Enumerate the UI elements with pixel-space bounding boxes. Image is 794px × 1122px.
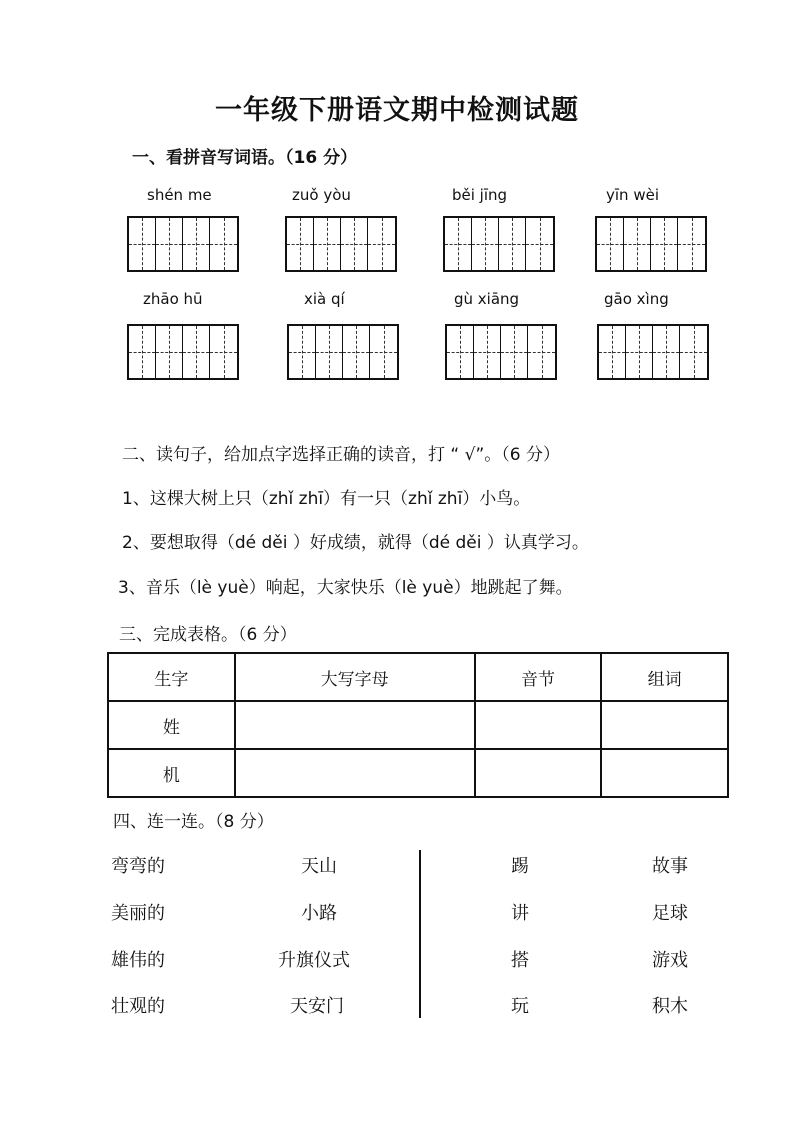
writing-cell[interactable] bbox=[472, 218, 499, 270]
table-row bbox=[108, 701, 728, 749]
table-cell: 姓 bbox=[108, 701, 235, 749]
match-word[interactable]: 天山 bbox=[301, 856, 337, 877]
writing-cell[interactable] bbox=[129, 326, 156, 378]
answer-cell[interactable] bbox=[475, 701, 602, 749]
writing-cell[interactable] bbox=[156, 326, 183, 378]
writing-cell[interactable] bbox=[624, 218, 651, 270]
match-word[interactable]: 雄伟的 bbox=[111, 950, 165, 971]
match-word[interactable]: 升旗仪式 bbox=[278, 950, 350, 971]
answer-cell[interactable] bbox=[601, 701, 728, 749]
writing-grid[interactable] bbox=[597, 324, 709, 380]
answer-cell[interactable] bbox=[475, 749, 602, 797]
writing-cell[interactable] bbox=[474, 326, 501, 378]
table-cell: 机 bbox=[108, 749, 235, 797]
pinyin-label: shén me bbox=[147, 186, 212, 204]
writing-cell[interactable] bbox=[447, 326, 474, 378]
writing-grid[interactable] bbox=[445, 324, 557, 380]
writing-cell[interactable] bbox=[289, 326, 316, 378]
writing-cell[interactable] bbox=[287, 218, 314, 270]
section-3-heading: 三、完成表格。（6 分） bbox=[119, 625, 297, 645]
writing-grid[interactable] bbox=[127, 324, 239, 380]
pinyin-label: zhāo hū bbox=[143, 290, 203, 308]
writing-cell[interactable] bbox=[528, 326, 555, 378]
writing-cell[interactable] bbox=[597, 218, 624, 270]
match-word[interactable]: 足球 bbox=[652, 903, 688, 924]
sentence-line: 3、音乐（lè yuè）响起，大家快乐（lè yuè）地跳起了舞。 bbox=[118, 578, 573, 598]
writing-cell[interactable] bbox=[678, 218, 705, 270]
table-header-cell: 生字 bbox=[108, 653, 235, 701]
column-divider bbox=[419, 850, 421, 1018]
writing-cell[interactable] bbox=[626, 326, 653, 378]
writing-cell[interactable] bbox=[370, 326, 397, 378]
match-word[interactable]: 讲 bbox=[511, 903, 529, 924]
pinyin-label: běi jīng bbox=[452, 186, 508, 204]
pinyin-label: yīn wèi bbox=[606, 186, 659, 204]
answer-cell[interactable] bbox=[601, 749, 728, 797]
match-word[interactable]: 故事 bbox=[652, 856, 688, 877]
sentence-line: 2、要想取得（dé děi ）好成绩，就得（dé děi ）认真学习。 bbox=[122, 533, 589, 553]
writing-cell[interactable] bbox=[651, 218, 678, 270]
match-word[interactable]: 美丽的 bbox=[111, 903, 165, 924]
table-header-cell: 大写字母 bbox=[235, 653, 475, 701]
section-2-heading: 二、读句子，给加点字选择正确的读音，打 “ √”。（6 分） bbox=[122, 445, 560, 465]
writing-cell[interactable] bbox=[129, 218, 156, 270]
writing-cell[interactable] bbox=[599, 326, 626, 378]
match-word[interactable]: 小路 bbox=[301, 903, 337, 924]
writing-grid[interactable] bbox=[595, 216, 707, 272]
writing-grid[interactable] bbox=[285, 216, 397, 272]
pinyin-label: gù xiāng bbox=[454, 290, 520, 308]
writing-cell[interactable] bbox=[368, 218, 395, 270]
section-4-heading: 四、连一连。（8 分） bbox=[113, 812, 274, 832]
answer-cell[interactable] bbox=[235, 701, 475, 749]
writing-cell[interactable] bbox=[526, 218, 553, 270]
writing-cell[interactable] bbox=[316, 326, 343, 378]
match-word[interactable]: 搭 bbox=[511, 950, 529, 971]
writing-cell[interactable] bbox=[445, 218, 472, 270]
page-title: 一年级下册语文期中检测试题 bbox=[215, 95, 579, 126]
match-word[interactable]: 玩 bbox=[511, 996, 529, 1017]
writing-cell[interactable] bbox=[156, 218, 183, 270]
writing-cell[interactable] bbox=[314, 218, 341, 270]
writing-grid[interactable] bbox=[127, 216, 239, 272]
match-word[interactable]: 壮观的 bbox=[111, 996, 165, 1017]
table-header-cell: 音节 bbox=[475, 653, 602, 701]
match-word[interactable]: 游戏 bbox=[652, 950, 688, 971]
table-row bbox=[108, 749, 728, 797]
pinyin-label: xià qí bbox=[304, 290, 345, 308]
writing-cell[interactable] bbox=[653, 326, 680, 378]
answer-cell[interactable] bbox=[235, 749, 475, 797]
match-word[interactable]: 弯弯的 bbox=[111, 856, 165, 877]
writing-cell[interactable] bbox=[680, 326, 707, 378]
match-word[interactable]: 天安门 bbox=[290, 996, 344, 1017]
match-word[interactable]: 积木 bbox=[652, 996, 688, 1017]
writing-cell[interactable] bbox=[499, 218, 526, 270]
writing-cell[interactable] bbox=[183, 326, 210, 378]
writing-cell[interactable] bbox=[210, 326, 237, 378]
section-1-heading: 一、看拼音写词语。（16 分） bbox=[132, 148, 358, 168]
writing-grid[interactable] bbox=[287, 324, 399, 380]
writing-grid[interactable] bbox=[443, 216, 555, 272]
writing-cell[interactable] bbox=[341, 218, 368, 270]
writing-cell[interactable] bbox=[501, 326, 528, 378]
table-header-cell: 组词 bbox=[601, 653, 728, 701]
writing-cell[interactable] bbox=[343, 326, 370, 378]
sentence-line: 1、这棵大树上只（zhǐ zhī）有一只（zhǐ zhī）小鸟。 bbox=[122, 489, 531, 509]
writing-cell[interactable] bbox=[210, 218, 237, 270]
writing-cell[interactable] bbox=[183, 218, 210, 270]
table-header-row bbox=[108, 653, 728, 701]
pinyin-label: gāo xìng bbox=[604, 290, 669, 308]
fill-table bbox=[107, 652, 729, 798]
pinyin-label: zuǒ yòu bbox=[292, 186, 351, 204]
match-word[interactable]: 踢 bbox=[511, 856, 529, 877]
